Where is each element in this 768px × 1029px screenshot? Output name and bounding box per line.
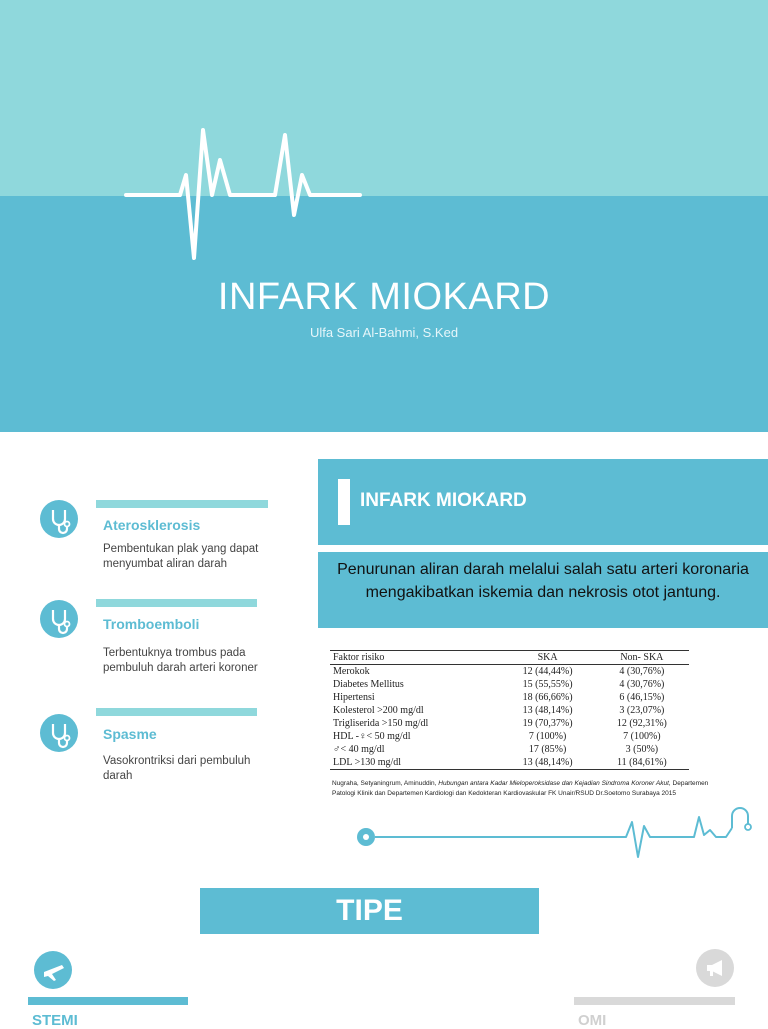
table-cell: Diabetes Mellitus xyxy=(333,679,404,690)
cause-description: Pembentukan plak yang dapat menyumbat aliran darah xyxy=(103,543,259,570)
citation-authors: Nugraha, Setyaningrum, Aminuddin, xyxy=(332,780,437,787)
risk-factor-table xyxy=(330,650,689,770)
table-cell: ♂< 40 mg/dl xyxy=(333,744,385,755)
table-row xyxy=(330,704,689,717)
table-cell: Trigliserida >150 mg/dl xyxy=(333,718,429,729)
table-cell: 6 (46,15%) xyxy=(619,692,665,703)
table-cell: 19 (70,37%) xyxy=(522,718,573,729)
table-cell: 3 (50%) xyxy=(625,744,659,755)
stethoscope-icon xyxy=(40,600,78,638)
table-cell: 18 (66,66%) xyxy=(522,692,573,703)
table-cell: 7 (100%) xyxy=(623,731,661,742)
table-cell: 15 (55,55%) xyxy=(522,679,573,690)
definition-text: Penurunan aliran darah melalui salah satu arteri koronaria mengakibatkan iskemia dan nekrosis otot jantung. xyxy=(318,552,768,628)
definition-heading: INFARK MIOKARD xyxy=(360,490,527,511)
author-name: Ulfa Sari Al-Bahmi, S.Ked xyxy=(309,325,459,340)
cause-description: Terbentuknya trombus pada pembuluh darah arteri koroner xyxy=(103,647,258,674)
page-title: INFARK MIOKARD xyxy=(217,276,551,318)
stemi-label: STEMI xyxy=(32,1012,78,1029)
cause-title: Aterosklerosis xyxy=(103,517,201,533)
stethoscope-icon xyxy=(40,500,78,538)
header-accent-bar xyxy=(338,479,350,525)
table-cell: 11 (84,61%) xyxy=(595,756,689,770)
cause-divider xyxy=(96,599,257,607)
omi-divider xyxy=(574,997,735,1005)
table-cell: HDL -♀< 50 mg/dl xyxy=(333,731,411,742)
definition-header xyxy=(318,459,768,545)
cause-title: Spasme xyxy=(103,726,157,742)
table-cell: 4 (30,76%) xyxy=(619,666,665,677)
table-row xyxy=(330,730,689,743)
heartbeat-stethoscope-icon xyxy=(354,800,754,862)
table-row xyxy=(330,717,689,730)
cause-description: Vasokrontriksi dari pembuluh darah xyxy=(103,755,251,782)
omi-label: OMI xyxy=(578,1012,607,1029)
table-row xyxy=(330,678,689,691)
stemi-divider xyxy=(28,997,188,1005)
cause-title: Tromboemboli xyxy=(103,616,200,632)
cause-divider xyxy=(96,708,257,716)
table-row xyxy=(330,743,689,756)
tipe-heading: TIPE xyxy=(200,888,539,934)
table-header: Faktor risiko xyxy=(330,651,500,665)
table-cell: 13 (48,14%) xyxy=(500,756,594,770)
citation-source: Departemen Patologi Klinik dan Departemen Kardiologi dan Kedokteran Kardiovaskular FK Unair/RSUD Dr.Soetomo Surabaya 2015 xyxy=(332,780,709,797)
stethoscope-icon xyxy=(40,714,78,752)
table-header: Non- SKA xyxy=(595,651,689,665)
table-row xyxy=(330,756,689,770)
table-cell: 3 (23,07%) xyxy=(619,705,665,716)
citation xyxy=(332,779,722,799)
table-cell: 12 (44,44%) xyxy=(522,666,573,677)
megaphone-icon xyxy=(696,949,734,987)
table-cell: LDL >130 mg/dl xyxy=(330,756,500,770)
table-cell: Merokok xyxy=(333,666,370,677)
table-row xyxy=(330,691,689,704)
airplane-icon xyxy=(34,951,72,989)
table-cell: Hipertensi xyxy=(333,692,375,703)
table-row xyxy=(330,665,689,679)
table-cell: 13 (48,14%) xyxy=(522,705,573,716)
table-cell: Kolesterol >200 mg/dl xyxy=(333,705,424,716)
citation-title: Hubungan antara Kadar Mieloperoksidase dan Kejadian Sindroma Koroner Akut, xyxy=(438,780,671,787)
cause-divider xyxy=(96,500,268,508)
heartbeat-heart-icon xyxy=(0,0,768,270)
table-cell: 4 (30,76%) xyxy=(619,679,665,690)
table-cell: 12 (92,31%) xyxy=(616,718,667,729)
table-header: SKA xyxy=(500,651,594,665)
table-cell: 7 (100%) xyxy=(528,731,567,742)
table-cell: 17 (85%) xyxy=(528,744,567,755)
